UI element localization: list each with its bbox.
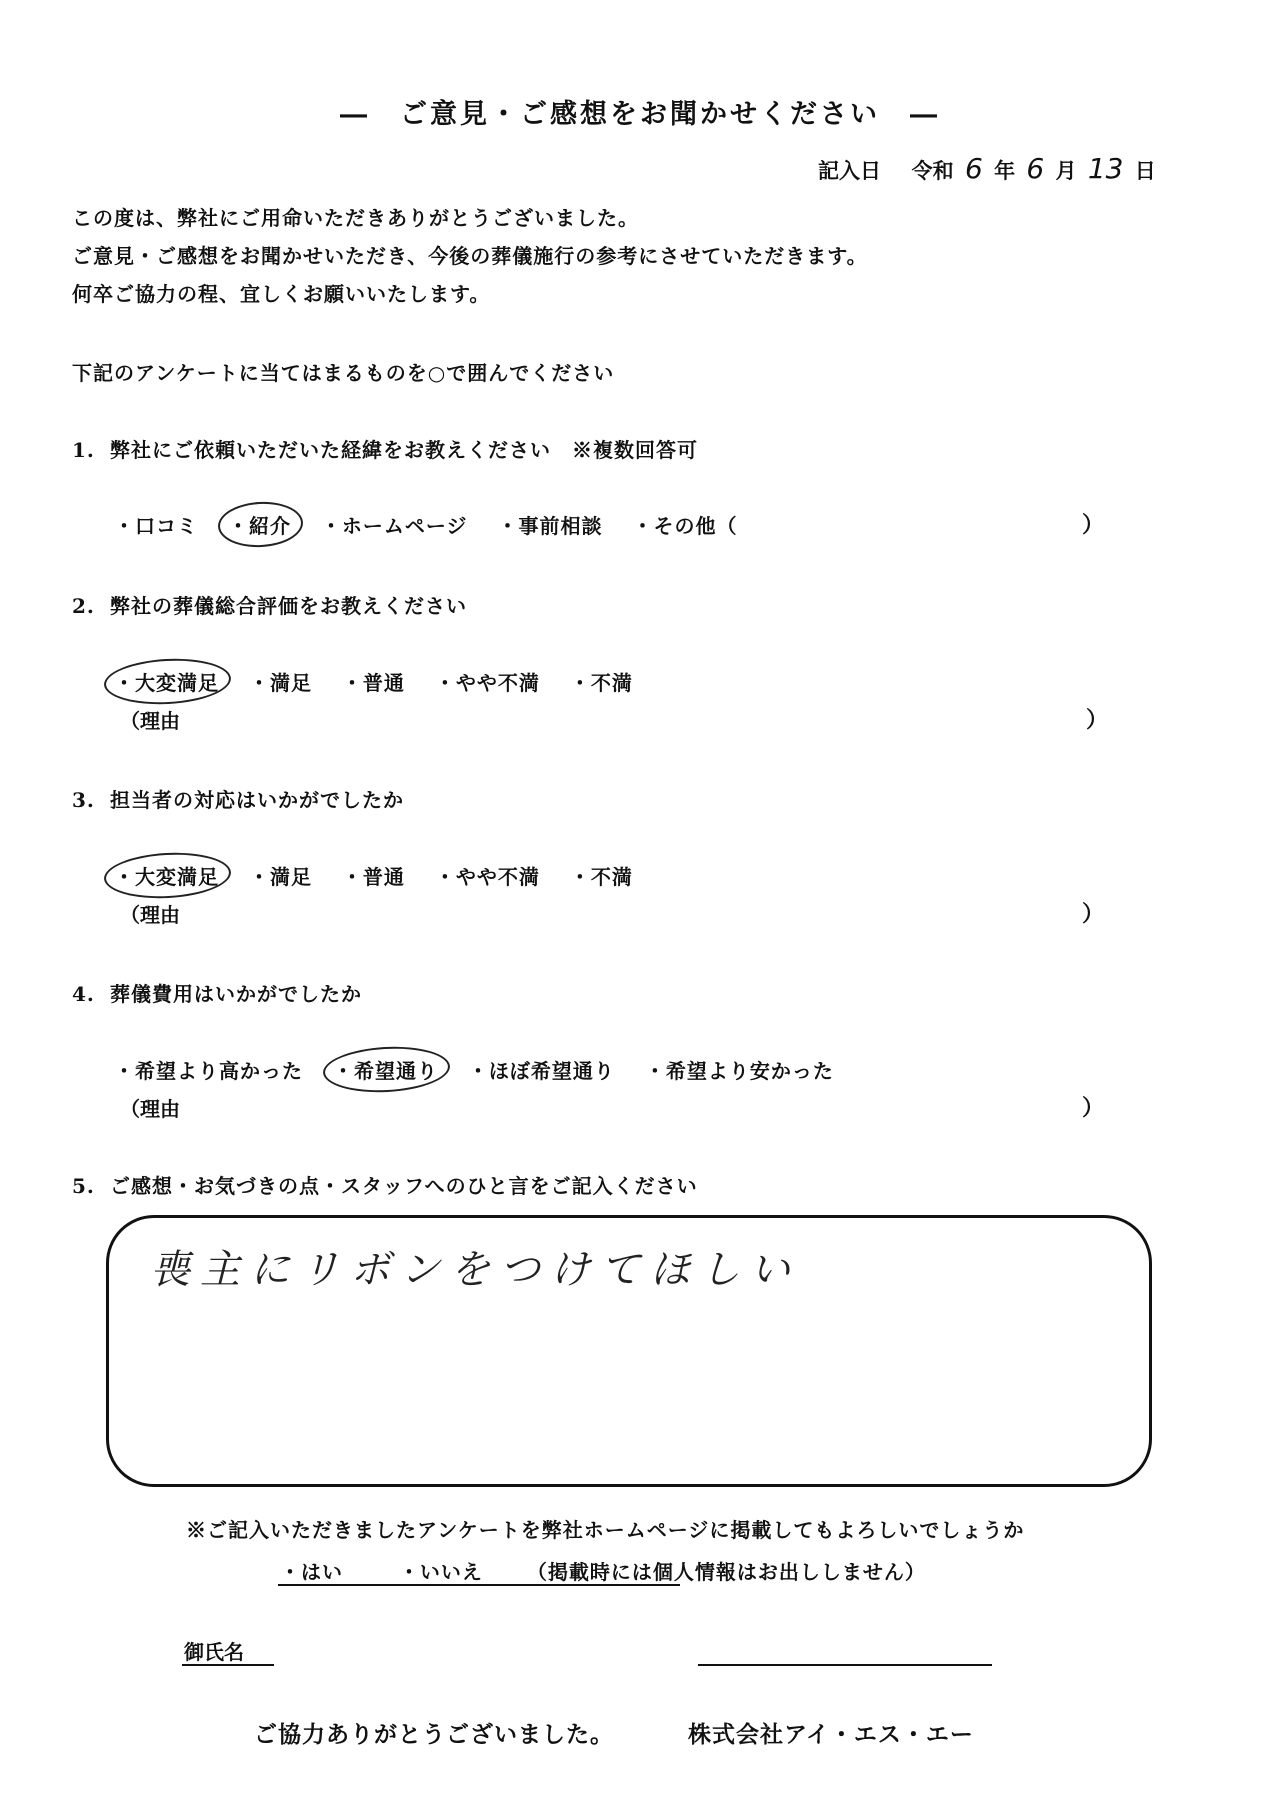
question-5-text: ご感想・お気づきの点・スタッフへのひと言をご記入ください [110,1174,698,1198]
publish-permission-options [280,1556,926,1585]
q4-option-more-expensive[interactable]: ・希望より高かった [114,1059,303,1083]
q1-option-shoukai[interactable]: ・紹介 [228,510,291,539]
date-year-unit: 年 [994,158,1016,183]
question-4 [72,978,362,1007]
date-month[interactable]: 6 [1026,152,1045,185]
q3-option-somewhat-dissatisfied[interactable]: ・やや不満 [434,865,540,889]
publish-yes-option[interactable]: ・はい [280,1560,343,1584]
q1-option-jizen-soudan[interactable]: ・事前相談 [497,514,603,538]
date-label: 記入日 [818,158,881,183]
question-1-text: 弊社にご依頼いただいた経緯をお教えください ※複数回答可 [110,438,698,462]
q2-option-somewhat-dissatisfied[interactable]: ・やや不満 [434,671,540,695]
intro-line-3: 何卒ご協力の程、宜しくお願いいたします。 [72,282,491,306]
q2-option-very-satisfied[interactable]: ・大変満足 [114,667,219,696]
question-3-text: 担当者の対応はいかがでしたか [110,788,404,812]
q1-option-homepage[interactable]: ・ホームページ [320,514,468,538]
publish-note: （掲載時には個人情報はお出ししません） [526,1560,926,1584]
q2-option-dissatisfied[interactable]: ・不満 [569,671,633,695]
q4-option-nearly-as-expected[interactable]: ・ほぼ希望通り [467,1059,615,1083]
q3-close-paren: ） [1082,901,1105,927]
q1-option-kuchikomi[interactable]: ・口コミ [114,514,198,538]
q4-reason-label[interactable]: （理由 [120,1097,180,1121]
question-2-options [114,667,655,696]
publish-permission-question: ※ご記入いただきましたアンケートを弊社ホームページに掲載してもよろしいでしょうか [186,1518,1025,1542]
question-3-options [114,861,655,890]
publish-no-option[interactable]: ・いいえ [398,1560,483,1584]
question-5 [72,1170,698,1199]
question-3 [72,784,404,813]
q3-option-satisfied[interactable]: ・満足 [248,865,312,889]
date-month-unit: 月 [1055,158,1077,183]
question-1 [72,434,698,463]
name-label-underline [182,1664,274,1666]
intro-line-1: この度は、弊社にご用命いただきありがとうございました。 [72,206,639,230]
q2-option-normal[interactable]: ・普通 [341,671,405,695]
q2-close-paren: ） [1086,707,1109,733]
date-year[interactable]: 6 [964,152,983,185]
handwritten-comment: 喪主にリボンをつけてほしい [150,1247,800,1293]
publish-options-underline [278,1584,680,1586]
instruction-text: 下記のアンケートに当てはまるものを○で囲んでください [72,361,615,385]
question-5-number: 5. [72,1174,95,1198]
q3-reason-label[interactable]: （理由 [120,903,180,927]
footer-thanks: ご協力ありがとうございました。 [254,1721,614,1748]
question-4-options [114,1055,856,1084]
page-title: ― ご意見・ご感想をお聞かせください ― [340,99,940,130]
q1-close-paren: ） [1082,512,1105,538]
question-2-number: 2. [72,594,95,618]
q3-option-normal[interactable]: ・普通 [341,865,405,889]
q4-option-cheaper[interactable]: ・希望より安かった [644,1059,834,1083]
question-4-number: 4. [72,982,95,1006]
question-4-text: 葬儀費用はいかがでしたか [110,982,362,1006]
footer-company: 株式会社アイ・エス・エー [688,1721,974,1748]
question-1-options [114,510,759,539]
q3-option-dissatisfied[interactable]: ・不満 [569,865,633,889]
date-day-unit: 日 [1134,158,1156,183]
entry-date [818,152,1156,185]
intro-line-2: ご意見・ご感想をお聞かせいただき、今後の葬儀施行の参考にさせていただきます。 [72,244,868,268]
question-2 [72,590,467,619]
q1-option-sonota[interactable]: ・その他（ [632,514,738,538]
name-signature-line[interactable] [698,1664,992,1666]
question-1-number: 1. [72,438,95,462]
question-2-text: 弊社の葬儀総合評価をお教えください [110,594,467,618]
question-3-number: 3. [72,788,95,812]
name-label: 御氏名 [184,1640,244,1664]
q2-option-satisfied[interactable]: ・満足 [248,671,312,695]
date-era: 令和 [911,158,954,183]
q4-close-paren: ） [1082,1095,1105,1121]
q3-option-very-satisfied[interactable]: ・大変満足 [114,861,219,890]
q2-reason-label[interactable]: （理由 [120,709,180,733]
q4-option-as-expected[interactable]: ・希望通り [333,1055,438,1084]
date-day[interactable]: 13 [1087,152,1124,185]
